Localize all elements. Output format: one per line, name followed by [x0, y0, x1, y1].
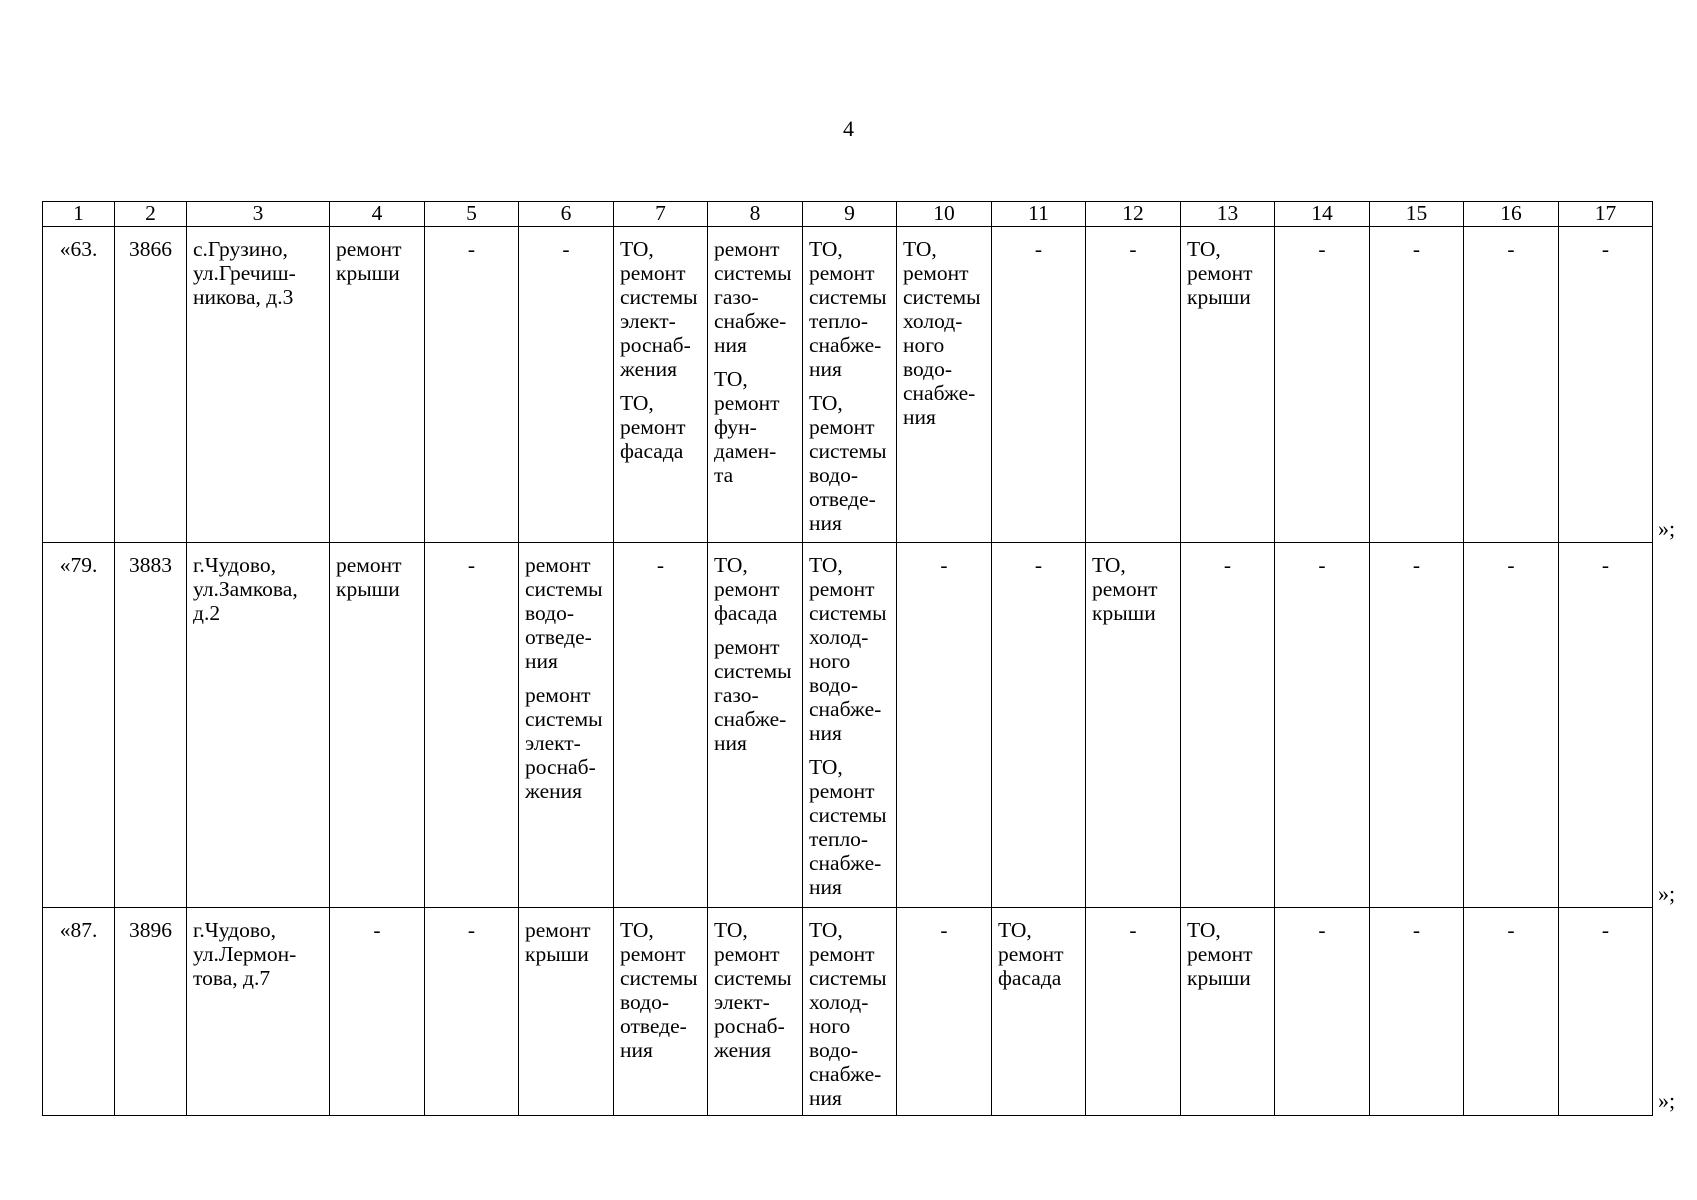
cell-text: с.Грузино, ул.Гречиш- никова, д.3	[193, 237, 296, 309]
table-cell	[115, 543, 187, 908]
table-cell	[519, 543, 614, 908]
cell-text: ТО, ремонт фасада	[998, 918, 1064, 990]
table-cell	[897, 227, 992, 543]
table-cell	[708, 543, 803, 908]
table-cell	[1559, 908, 1653, 1116]
table-cell	[614, 227, 708, 543]
table-cell	[1086, 227, 1181, 543]
cell-text: -	[940, 553, 948, 577]
table-cell	[1181, 908, 1275, 1116]
page-number: 4	[843, 116, 854, 141]
cell-text: ремонт крыши	[525, 918, 591, 966]
table-cell	[1181, 543, 1275, 908]
table-cell	[614, 543, 708, 908]
table-cell	[1559, 543, 1653, 908]
cell-text: -	[562, 237, 570, 261]
column-header: 3	[187, 202, 330, 227]
table-cell	[803, 227, 897, 543]
table-cell	[1464, 543, 1559, 908]
cell-text: -	[1412, 237, 1421, 261]
cell-text: ТО, ремонт фун- дамен- та	[714, 367, 780, 487]
table-cell	[1275, 908, 1370, 1116]
cell-text: -	[1412, 918, 1421, 942]
column-header: 2	[115, 202, 187, 227]
table-cell	[1275, 227, 1370, 543]
table-cell	[992, 227, 1086, 543]
cell-text: ТО, ремонт системы водо- отведе- ния	[620, 918, 698, 1062]
table-cell	[1464, 227, 1559, 543]
column-header: 14	[1275, 202, 1370, 227]
cell-text: ТО, ремонт крыши	[1187, 918, 1253, 990]
table-cell	[897, 908, 992, 1116]
table-cell	[519, 227, 614, 543]
table-cell	[1181, 227, 1275, 543]
table-cell	[708, 908, 803, 1116]
cell-text: -	[467, 237, 476, 261]
cell-text: -	[1601, 553, 1610, 577]
column-header: 9	[803, 202, 897, 227]
table-cell	[330, 227, 425, 543]
table-cell	[425, 227, 519, 543]
cell-text: -	[1318, 553, 1326, 577]
column-header: 16	[1464, 202, 1559, 227]
cell-text: -	[467, 918, 476, 942]
table-cell	[115, 227, 187, 543]
cell-text: -	[1507, 918, 1515, 942]
cell-text: -	[1223, 553, 1232, 577]
table-cell	[1559, 227, 1653, 543]
table-cell	[519, 908, 614, 1116]
cell-text: -	[1601, 918, 1610, 942]
column-header: 7	[614, 202, 708, 227]
cell-text: ТО, ремонт системы элект- роснаб- жения	[620, 237, 698, 381]
cell-text: «87.	[59, 918, 98, 942]
cell-text: 3896	[129, 918, 172, 942]
table-cell	[425, 543, 519, 908]
table-header-row	[43, 202, 1653, 227]
cell-text: -	[1034, 237, 1043, 261]
table-cell	[992, 908, 1086, 1116]
cell-text: -	[1507, 553, 1515, 577]
table-cell	[187, 227, 330, 543]
column-header: 11	[992, 202, 1086, 227]
column-header: 1	[43, 202, 115, 227]
cell-text: ТО, ремонт крыши	[1187, 237, 1253, 309]
table-cell	[115, 908, 187, 1116]
table-row	[43, 227, 1653, 543]
cell-text: ремонт крыши	[336, 237, 402, 285]
cell-text: г.Чудово, ул.Замкова, д.2	[193, 553, 298, 625]
column-header: 10	[897, 202, 992, 227]
cell-text: -	[1129, 237, 1137, 261]
column-header: 13	[1181, 202, 1275, 227]
table-cell	[1086, 908, 1181, 1116]
table-cell	[1086, 543, 1181, 908]
row-end-mark: »;	[1658, 881, 1676, 906]
column-header: 8	[708, 202, 803, 227]
repair-schedule-table	[42, 201, 1653, 1116]
table-cell	[1370, 227, 1464, 543]
table-cell	[1275, 543, 1370, 908]
cell-text: ремонт системы элект- роснаб- жения	[525, 683, 603, 803]
cell-text: ТО, ремонт системы тепло- снабже- ния	[809, 755, 887, 899]
cell-text: ТО, ремонт системы холод- ного водо- снабже- ния	[809, 553, 887, 745]
cell-text: ТО, ремонт системы элект- роснаб- жения	[714, 918, 792, 1062]
cell-text: ремонт крыши	[336, 553, 402, 601]
table-cell	[614, 908, 708, 1116]
table-row	[43, 543, 1653, 908]
table-cell	[187, 543, 330, 908]
table-cell	[330, 543, 425, 908]
cell-text: ремонт системы газо- снабже- ния	[714, 635, 792, 755]
cell-text: «79.	[59, 553, 98, 577]
cell-text: ТО, ремонт фасада	[620, 391, 686, 463]
table-cell	[708, 227, 803, 543]
table-cell	[803, 908, 897, 1116]
table-cell	[1464, 908, 1559, 1116]
column-header: 5	[425, 202, 519, 227]
table-cell	[187, 908, 330, 1116]
row-end-mark: »;	[1658, 1088, 1676, 1113]
cell-text: ТО, ремонт системы тепло- снабже- ния	[809, 237, 887, 381]
table-cell	[1370, 543, 1464, 908]
table-cell	[992, 543, 1086, 908]
table-cell	[897, 543, 992, 908]
column-header: 15	[1370, 202, 1464, 227]
column-header: 12	[1086, 202, 1181, 227]
cell-text: -	[1507, 237, 1515, 261]
column-header: 17	[1559, 202, 1653, 227]
cell-text: ТО, ремонт фасада	[714, 553, 780, 625]
table-cell	[43, 543, 115, 908]
table-cell	[1370, 908, 1464, 1116]
column-header: 6	[519, 202, 614, 227]
cell-text: ТО, ремонт системы холод- ного водо- снабже- ния	[903, 237, 981, 429]
cell-text: «63.	[59, 237, 98, 261]
cell-text: ТО, ремонт крыши	[1092, 553, 1158, 625]
cell-text: г.Чудово, ул.Лермон- това, д.7	[193, 918, 297, 990]
cell-text: -	[467, 553, 476, 577]
cell-text: -	[1034, 553, 1043, 577]
table-cell	[330, 908, 425, 1116]
cell-text: -	[940, 918, 948, 942]
row-end-mark: »;	[1658, 516, 1676, 541]
cell-text: -	[1412, 553, 1421, 577]
cell-text: 3883	[129, 553, 172, 577]
cell-text: 3866	[129, 237, 172, 261]
cell-text: -	[1601, 237, 1610, 261]
column-header: 4	[330, 202, 425, 227]
cell-text: ТО, ремонт системы холод- ного водо- снабже- ния	[809, 918, 887, 1110]
table-cell	[425, 908, 519, 1116]
cell-text: ремонт системы водо- отведе- ния	[525, 553, 603, 673]
table-cell	[43, 227, 115, 543]
cell-text: ТО, ремонт системы водо- отведе- ния	[809, 391, 887, 535]
cell-text: -	[656, 553, 665, 577]
cell-text: -	[1318, 918, 1326, 942]
cell-text: -	[373, 918, 381, 942]
cell-text: ремонт системы газо- снабже- ния	[714, 237, 792, 357]
cell-text: -	[1318, 237, 1326, 261]
table-row	[43, 908, 1653, 1116]
table-cell	[43, 908, 115, 1116]
cell-text: -	[1129, 918, 1137, 942]
table-cell	[803, 543, 897, 908]
